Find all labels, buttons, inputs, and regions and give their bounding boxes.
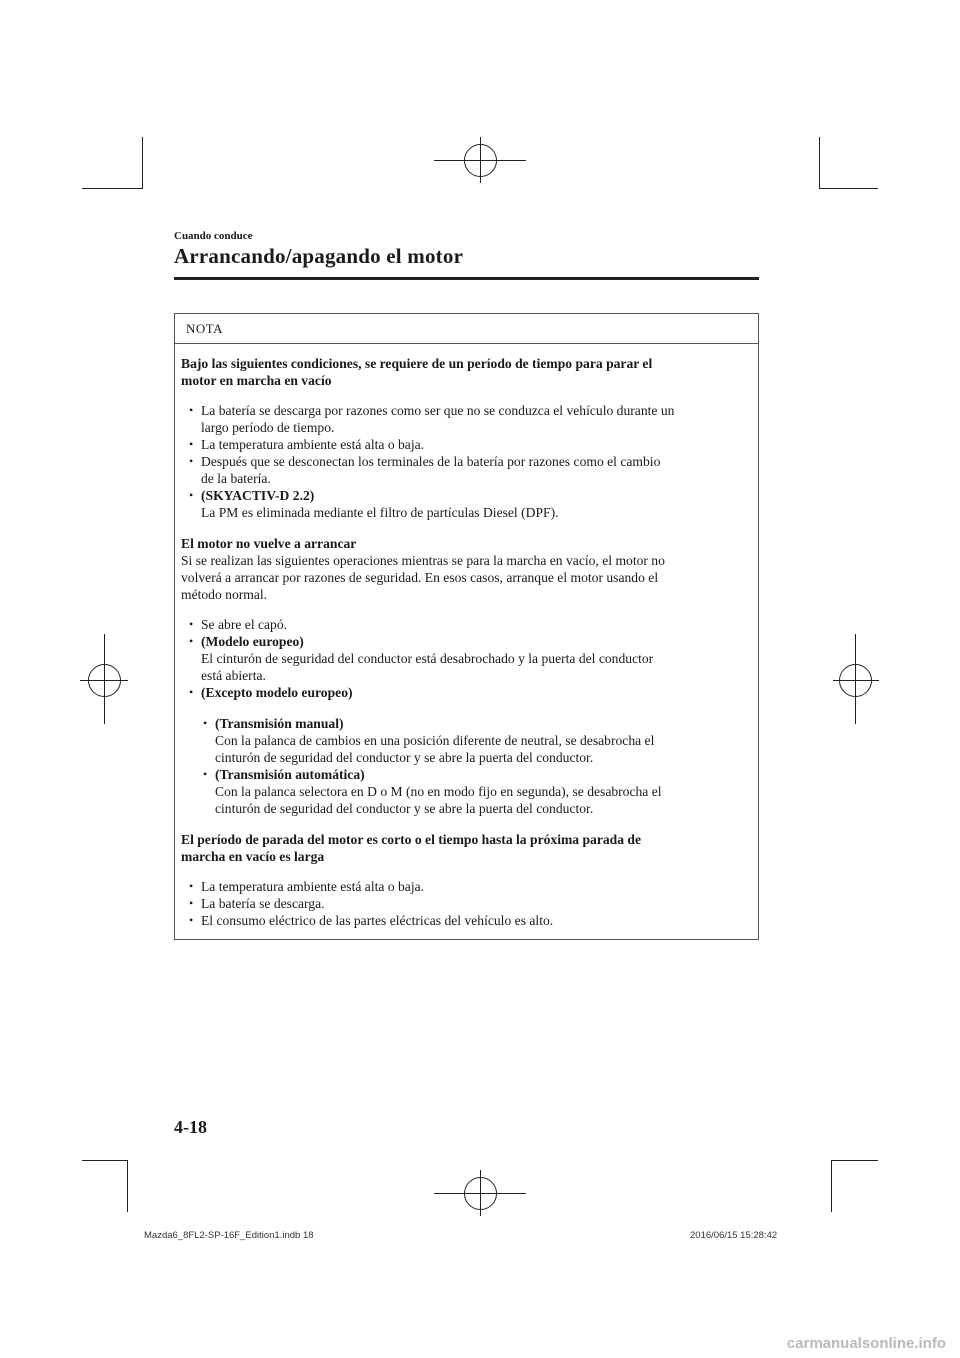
sub-item-bold: (Transmisión manual) — [215, 716, 344, 731]
sub-bullet: • — [203, 767, 208, 781]
list-item: El consumo eléctrico de las partes eléctricas del vehículo es alto. — [201, 913, 554, 928]
block2-text: método normal. — [181, 587, 268, 602]
list-item: La batería se descarga. — [201, 896, 325, 911]
bullet: • — [189, 913, 194, 927]
block3-heading-line2: marcha en vacío es larga — [181, 849, 325, 864]
sub-item-cont: cinturón de seguridad del conductor y se abre la puerta del conductor. — [215, 801, 594, 816]
title-rule — [174, 277, 759, 280]
list-item-bold: (Modelo europeo) — [201, 634, 304, 649]
list-item-cont: largo período de tiempo. — [201, 420, 335, 435]
bullet: • — [189, 617, 194, 631]
watermark: carmanualsonline.info — [786, 1335, 946, 1352]
bullet: • — [189, 896, 194, 910]
block1-heading-line2: motor en marcha en vacío — [181, 373, 332, 388]
bullet: • — [189, 454, 194, 468]
section-label: Cuando conduce — [174, 230, 253, 242]
list-item-cont: de la batería. — [201, 471, 271, 486]
page-title: Arrancando/apagando el motor — [174, 244, 464, 268]
bullet: • — [189, 634, 194, 648]
block1-heading-line1: Bajo las siguientes condiciones, se requiere de un período de tiempo para parar el — [181, 356, 653, 371]
footer-timestamp: 2016/06/15 15:28:42 — [690, 1230, 778, 1241]
list-item: La batería se descarga por razones como ser que no se conduzca el vehículo durante un — [201, 403, 675, 418]
note-box — [174, 313, 759, 940]
list-item-cont: La PM es eliminada mediante el filtro de partículas Diesel (DPF). — [201, 505, 559, 520]
block2-text: volverá a arrancar por razones de seguridad. En esos casos, arranque el motor usando el — [181, 570, 659, 585]
bullet: • — [189, 403, 194, 417]
bullet: • — [189, 437, 194, 451]
list-item: La temperatura ambiente está alta o baja. — [201, 437, 425, 452]
list-item-cont: está abierta. — [201, 668, 266, 683]
sub-item-bold: (Transmisión automática) — [215, 767, 365, 782]
note-label: NOTA — [186, 321, 224, 336]
footer-filename: Mazda6_8FL2-SP-16F_Edition1.indb 18 — [144, 1230, 314, 1241]
bullet: • — [189, 879, 194, 893]
sub-bullet: • — [203, 716, 208, 730]
list-item-bold: (SKYACTIV-D 2.2) — [201, 488, 315, 503]
list-item-bold: (Excepto modelo europeo) — [201, 685, 353, 700]
block2-heading: El motor no vuelve a arrancar — [181, 536, 357, 551]
sub-item-cont: Con la palanca de cambios en una posición diferente de neutral, se desabrocha el — [215, 733, 655, 748]
sub-item-cont: Con la palanca selectora en D o M (no en modo fijo en segunda), se desabrocha el — [215, 784, 662, 799]
bullet: • — [189, 685, 194, 699]
bullet: • — [189, 488, 194, 502]
list-item: Después que se desconectan los terminales de la batería por razones como el cambio — [201, 454, 661, 469]
list-item-cont: El cinturón de seguridad del conductor está desabrochado y la puerta del conductor — [201, 651, 654, 666]
block3-heading-line1: El período de parada del motor es corto o el tiempo hasta la próxima parada de — [181, 832, 642, 847]
block2-text: Si se realizan las siguientes operaciones mientras se para la marcha en vacío, el motor no — [181, 553, 665, 568]
page-number: 4-18 — [174, 1117, 207, 1137]
sub-item-cont: cinturón de seguridad del conductor y se abre la puerta del conductor. — [215, 750, 594, 765]
list-item: La temperatura ambiente está alta o baja. — [201, 879, 425, 894]
note-header — [175, 314, 758, 344]
list-item: Se abre el capó. — [201, 617, 288, 632]
